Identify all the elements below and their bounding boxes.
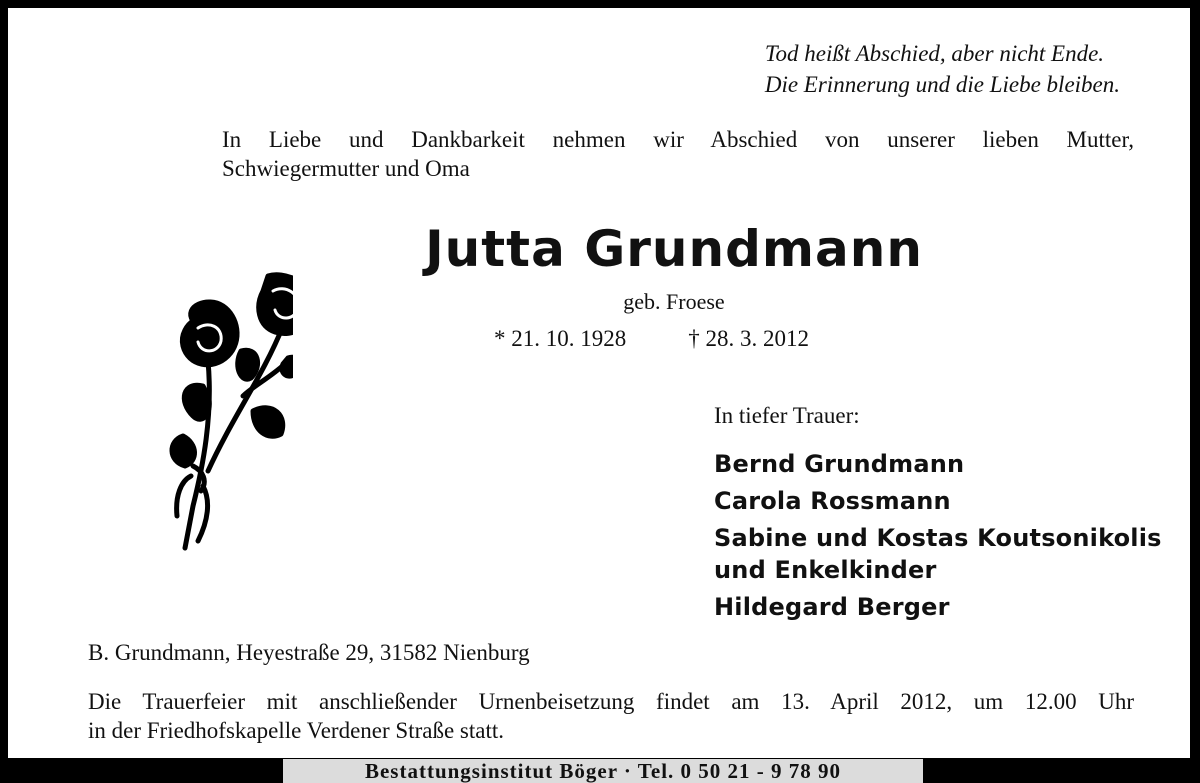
mourner-name: Bernd Grundmann <box>714 450 965 478</box>
life-dates <box>494 326 809 352</box>
mourning-heading: In tiefer Trauer: <box>714 403 860 428</box>
obituary-card <box>8 8 1190 758</box>
birth-date: * 21. 10. 1928 <box>494 326 627 351</box>
death-date: † 28. 3. 2012 <box>688 326 809 351</box>
quote <box>765 38 1120 100</box>
funeral-info <box>88 687 1134 745</box>
mourner-name: und Enkelkinder <box>714 556 937 584</box>
intro-line-2: Schwiegermutter und Oma <box>222 156 470 181</box>
intro-text <box>222 125 1134 183</box>
mourner-name: Carola Rossmann <box>714 487 951 515</box>
funeral-line-2: in der Friedhofskapelle Verdener Straße statt. <box>88 718 504 743</box>
born-name: geb. Froese <box>623 289 725 314</box>
mourner-list <box>714 448 1162 628</box>
mourner-name: Sabine und Kostas Koutsonikolis <box>714 524 1162 552</box>
intro-line-1: In Liebe und Dankbarkeit nehmen wir Abschied von unserer lieben Mutter, <box>222 127 1134 152</box>
funeral-home-banner: Bestattungsinstitut Böger · Tel. 0 50 21 - 9 78 90 <box>283 759 923 783</box>
mourner-name: Hildegard Berger <box>714 593 950 621</box>
funeral-line-1: Die Trauerfeier mit anschließender Urnenbeisetzung findet am 13. April 2012, um 12.00 Uhr <box>88 689 1134 714</box>
quote-line-1: Tod heißt Abschied, aber nicht Ende. <box>764 41 1105 66</box>
quote-line-2: Die Erinnerung und die Liebe bleiben. <box>764 72 1120 97</box>
address: B. Grundmann, Heyestraße 29, 31582 Nienburg <box>88 640 530 665</box>
deceased-name: Jutta Grundmann <box>425 220 923 278</box>
